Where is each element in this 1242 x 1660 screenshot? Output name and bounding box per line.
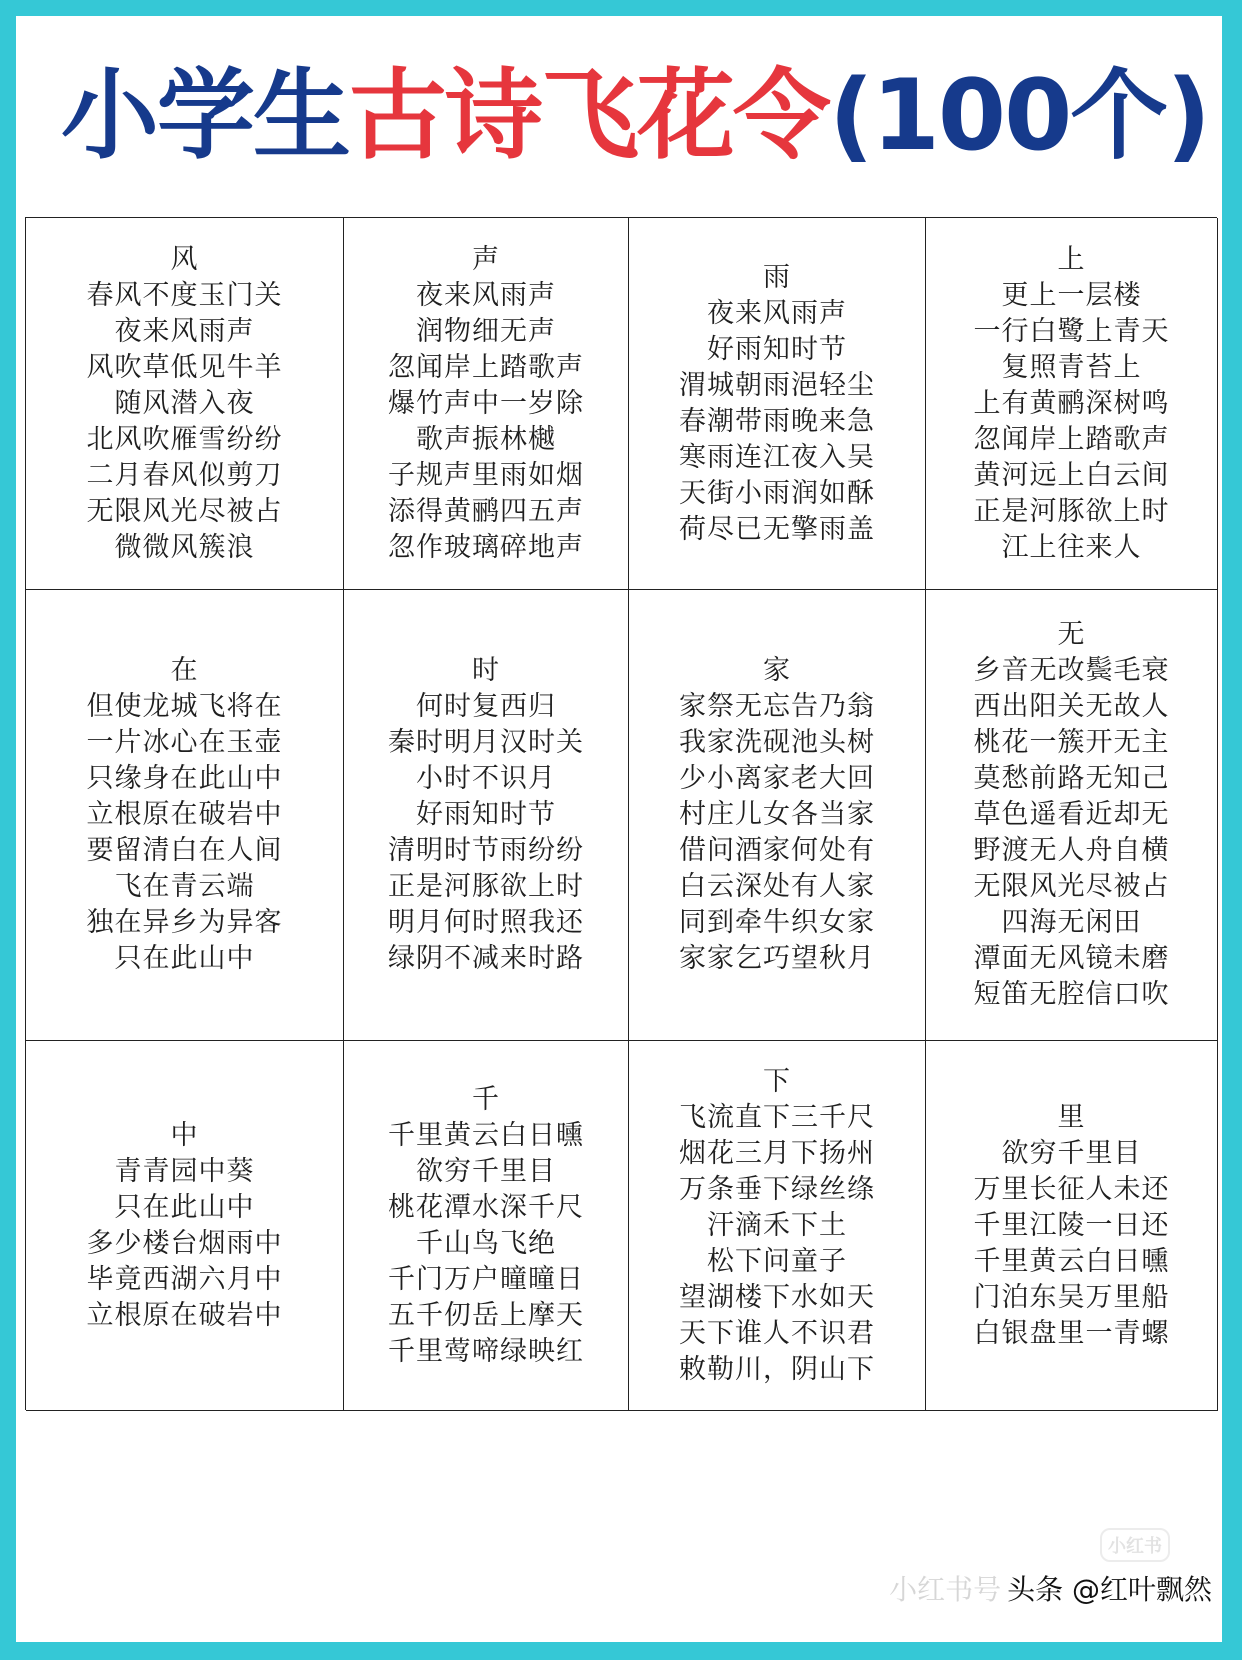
poem-line: 忽闻岸上踏歌声 xyxy=(973,423,1170,455)
footer-credit xyxy=(889,1568,1212,1608)
poem-line: 添得黄鹂四五声 xyxy=(388,495,584,527)
poem-line: 门泊东吴万里船 xyxy=(973,1281,1170,1313)
poem-line: 好雨知时节 xyxy=(416,799,556,830)
poem-line: 无限风光尽被占 xyxy=(973,871,1170,902)
poem-cell xyxy=(344,218,629,590)
poem-line: 千里江陵一日还 xyxy=(973,1209,1170,1241)
poem-line: 敕勒川，阴山下 xyxy=(679,1353,875,1385)
poem-line: 绿阴不减来时路 xyxy=(388,943,584,974)
poem-line: 毕竟西湖六月中 xyxy=(86,1263,283,1295)
poem-line: 望湖楼下水如天 xyxy=(679,1281,875,1313)
poem-line: 立根原在破岩中 xyxy=(86,1299,283,1331)
poem-line: 忽闻岸上踏歌声 xyxy=(388,351,584,383)
poem-line: 乡音无改鬓毛衰 xyxy=(973,655,1170,686)
poem-line: 风吹草低见牛羊 xyxy=(86,351,283,383)
poem-cell xyxy=(629,1041,926,1411)
poem-line: 随风潜入夜 xyxy=(114,387,255,419)
cell-keyword: 家 xyxy=(763,655,791,686)
poem-line: 江上往来人 xyxy=(1001,531,1142,563)
poem-line: 桃花一簇开无主 xyxy=(973,727,1170,758)
poem-line: 但使龙城飞将在 xyxy=(86,691,283,722)
poem-line: 千门万户曈曈日 xyxy=(388,1263,584,1295)
footer-credit-text: 头条 @红叶飘然 xyxy=(1007,1573,1212,1606)
watermark-logo: 小红书 xyxy=(1100,1528,1170,1562)
title-part-2: 古诗飞花令 xyxy=(348,59,829,173)
poem-line: 渭城朝雨浥轻尘 xyxy=(679,369,875,401)
poem-line: 莫愁前路无知己 xyxy=(973,763,1170,794)
poem-line: 欲穷千里目 xyxy=(416,1155,556,1187)
poem-line: 歌声振林樾 xyxy=(416,423,556,455)
poem-line: 家家乞巧望秋月 xyxy=(679,943,875,974)
poem-line: 一行白鹭上青天 xyxy=(973,315,1170,347)
poem-line: 白云深处有人家 xyxy=(679,871,875,902)
poem-line: 白银盘里一青螺 xyxy=(973,1317,1170,1349)
cell-keyword: 千 xyxy=(472,1083,500,1115)
poem-line: 少小离家老大回 xyxy=(679,763,875,794)
cell-keyword: 雨 xyxy=(763,261,791,293)
cell-keyword: 声 xyxy=(472,243,500,275)
cell-keyword: 里 xyxy=(1057,1101,1086,1133)
poem-line: 忽作玻璃碎地声 xyxy=(388,531,584,563)
poem-line: 五千仞岳上摩天 xyxy=(388,1299,584,1331)
poem-line: 多少楼台烟雨中 xyxy=(86,1227,283,1259)
poem-line: 夜来风雨声 xyxy=(707,297,847,329)
poem-line: 千里黄云白日曛 xyxy=(388,1119,584,1151)
cell-keyword: 在 xyxy=(170,655,199,686)
poem-line: 复照青苔上 xyxy=(1001,351,1142,383)
poem-line: 短笛无腔信口吹 xyxy=(973,979,1170,1010)
poem-line: 千里黄云白日曛 xyxy=(973,1245,1170,1277)
poem-line: 烟花三月下扬州 xyxy=(679,1137,875,1169)
title-part-1: 小学生 xyxy=(60,59,349,173)
poem-line: 万里长征人未还 xyxy=(973,1173,1170,1205)
cell-keyword: 上 xyxy=(1057,243,1086,275)
poem-line: 飞流直下三千尺 xyxy=(679,1101,875,1133)
poem-line: 只缘身在此山中 xyxy=(86,763,283,794)
poem-line: 北风吹雁雪纷纷 xyxy=(86,423,283,455)
poem-line: 只在此山中 xyxy=(114,1191,255,1223)
poem-line: 子规声里雨如烟 xyxy=(388,459,584,491)
poem-line: 爆竹声中一岁除 xyxy=(388,387,584,419)
poem-line: 无限风光尽被占 xyxy=(86,495,283,527)
poem-line: 万条垂下绿丝绦 xyxy=(679,1173,875,1205)
poem-line: 秦时明月汉时关 xyxy=(388,727,584,758)
page-title xyxy=(32,46,1238,186)
poem-cell xyxy=(926,590,1218,1041)
poem-line: 微微风簇浪 xyxy=(114,531,255,563)
poem-line: 二月春风似剪刀 xyxy=(86,459,283,491)
title-part-3: (100个) xyxy=(828,59,1210,173)
cell-keyword: 中 xyxy=(170,1119,199,1151)
poem-line: 千山鸟飞绝 xyxy=(416,1227,556,1259)
poem-line: 立根原在破岩中 xyxy=(86,799,283,830)
poem-line: 天下谁人不识君 xyxy=(679,1317,875,1349)
poem-line: 独在异乡为异客 xyxy=(86,907,283,938)
poem-line: 千里莺啼绿映红 xyxy=(388,1335,584,1367)
poem-line: 欲穷千里目 xyxy=(1001,1137,1142,1169)
poem-line: 同到牵牛织女家 xyxy=(679,907,875,938)
poem-line: 潭面无风镜未磨 xyxy=(973,943,1170,974)
poem-line: 松下问童子 xyxy=(707,1245,847,1277)
poem-line: 上有黄鹂深树鸣 xyxy=(973,387,1170,419)
cell-keyword: 时 xyxy=(472,655,500,686)
poem-line: 桃花潭水深千尺 xyxy=(388,1191,584,1223)
poem-line: 草色遥看近却无 xyxy=(973,799,1170,830)
poem-line: 西出阳关无故人 xyxy=(973,691,1170,722)
poem-line: 润物细无声 xyxy=(416,315,556,347)
poem-line: 野渡无人舟自横 xyxy=(973,835,1170,866)
poem-line: 黄河远上白云间 xyxy=(973,459,1170,491)
poem-line: 家祭无忘告乃翁 xyxy=(679,691,875,722)
poem-grid xyxy=(25,217,1217,1410)
cell-keyword: 下 xyxy=(763,1065,791,1097)
poem-line: 借问酒家何处有 xyxy=(679,835,875,866)
poem-cell xyxy=(629,218,926,590)
poem-cell xyxy=(344,590,629,1041)
poem-line: 我家洗砚池头树 xyxy=(679,727,875,758)
poem-line: 村庄儿女各当家 xyxy=(679,799,875,830)
poem-line: 荷尽已无擎雨盖 xyxy=(679,513,875,545)
poem-line: 春风不度玉门关 xyxy=(86,279,283,311)
poem-line: 天街小雨润如酥 xyxy=(679,477,875,509)
poem-line: 小时不识月 xyxy=(416,763,556,794)
poem-line: 正是河豚欲上时 xyxy=(388,871,584,902)
cell-keyword: 风 xyxy=(170,243,199,275)
poem-cell xyxy=(26,590,344,1041)
poem-cell xyxy=(926,1041,1218,1411)
poem-line: 寒雨连江夜入吴 xyxy=(679,441,875,473)
poem-line: 要留清白在人间 xyxy=(86,835,283,866)
poem-cell xyxy=(629,590,926,1041)
poem-cell xyxy=(344,1041,629,1411)
poem-line: 飞在青云端 xyxy=(114,871,255,902)
poem-cell xyxy=(26,1041,344,1411)
poem-line: 正是河豚欲上时 xyxy=(973,495,1170,527)
cell-keyword: 无 xyxy=(1057,619,1086,650)
poem-line: 更上一层楼 xyxy=(1001,279,1142,311)
poem-line: 青青园中葵 xyxy=(114,1155,255,1187)
footer-faint-text: 小红书号 xyxy=(889,1573,1002,1606)
poem-cell xyxy=(926,218,1218,590)
poem-cell xyxy=(26,218,344,590)
poem-line: 何时复西归 xyxy=(416,691,556,722)
poem-line: 清明时节雨纷纷 xyxy=(388,835,584,866)
poem-line: 夜来风雨声 xyxy=(416,279,556,311)
poem-line: 只在此山中 xyxy=(114,943,255,974)
poem-line: 汗滴禾下土 xyxy=(707,1209,847,1241)
poem-line: 春潮带雨晚来急 xyxy=(679,405,875,437)
poem-line: 明月何时照我还 xyxy=(388,907,584,938)
poem-line: 夜来风雨声 xyxy=(114,315,255,347)
poem-line: 四海无闲田 xyxy=(1001,907,1142,938)
poem-line: 好雨知时节 xyxy=(707,333,847,365)
poem-line: 一片冰心在玉壶 xyxy=(86,727,283,758)
